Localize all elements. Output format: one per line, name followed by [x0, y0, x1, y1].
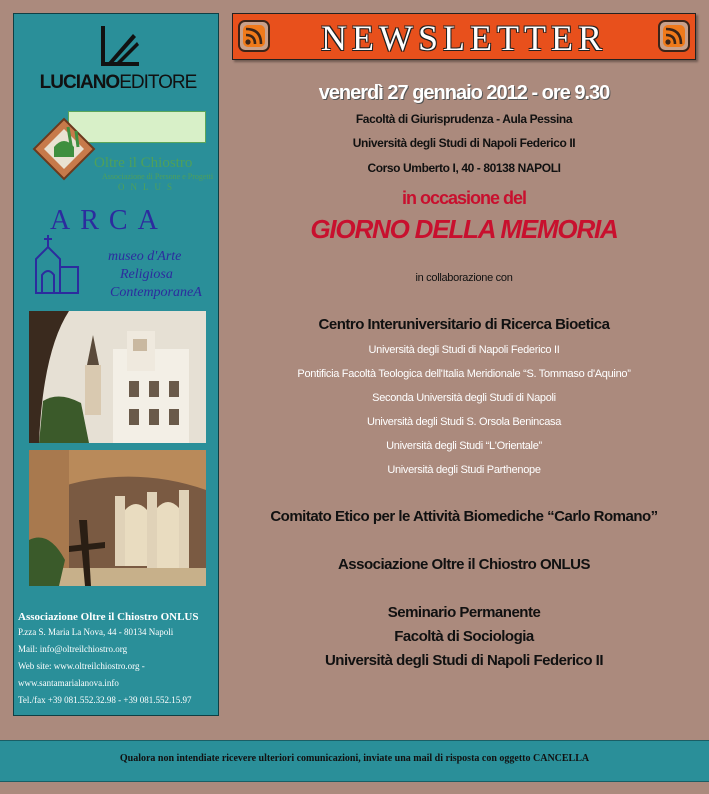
ethics-committee: Comitato Etico per le Attività Biomediche “Carlo Romano” — [270, 508, 658, 525]
contact-phone: Tel./fax +39 081.552.32.98 - +39 081.552.15.97 — [18, 695, 192, 705]
contact-block — [18, 610, 218, 709]
contact-org: Associazione Oltre il Chiostro ONLUS — [18, 611, 199, 623]
oltre-il-chiostro-logo[interactable] — [32, 109, 212, 199]
cloister-tower-photo — [29, 311, 206, 443]
seminar-faculty: Facoltà di Sociologia — [394, 628, 534, 645]
rss-icon — [663, 25, 685, 47]
cloister-arch-icon — [32, 117, 96, 181]
rss-feed-icon-right[interactable] — [658, 20, 690, 52]
footer-unsubscribe-band — [0, 740, 709, 782]
contact-web-link[interactable]: Web site: www.oltreilchiostro.org - — [18, 661, 145, 671]
logo-arca-line3: ContemporaneA — [110, 285, 202, 300]
logo-chiostro-name: Oltre il Chiostro — [94, 155, 193, 171]
logo-arca-line2: Religiosa — [120, 267, 173, 282]
event-collab-label: in collaborazione con — [415, 272, 513, 284]
sidebar — [13, 13, 219, 716]
logo-chiostro-subtitle: Associazione di Persone e Progetti — [102, 172, 214, 181]
event-place-university: Università degli Studi di Napoli Federico II — [352, 136, 576, 150]
event-title: GIORNO DELLA MEMORIA — [310, 214, 618, 244]
event-place-address: Corso Umberto I, 40 - 80138 NAPOLI — [367, 161, 561, 175]
logo-luciano-brand: LUCIANO — [39, 72, 120, 93]
seminar-university: Università degli Studi di Napoli Federico II — [324, 652, 604, 669]
contact-mail-link[interactable]: Mail: info@oltreilchiostro.org — [18, 644, 128, 654]
university-item: Università degli Studi Parthenope — [387, 464, 541, 476]
church-outline-icon — [28, 231, 86, 299]
logo-arca-title: ARCA — [50, 205, 168, 236]
research-center-name: Centro Interuniversitario di Ricerca Bioetica — [318, 316, 610, 333]
arca-museum-logo[interactable] — [28, 205, 218, 309]
luciano-mark-icon — [93, 24, 143, 68]
cloister-arcade-drawing — [29, 450, 206, 586]
cloister-arcade-photo — [29, 450, 206, 586]
newsletter-header — [232, 13, 696, 60]
contact-web2-link[interactable]: www.santamarialanova.info — [18, 678, 119, 688]
university-item: Università degli Studi S. Orsola Benincasa — [366, 416, 562, 428]
unsubscribe-notice: Qualora non intendiate ricevere ulteriori comunicazioni, inviate una mail di risposta con oggetto CANCELLA — [119, 753, 590, 764]
university-item: Seconda Università degli Studi di Napoli — [372, 392, 556, 404]
university-item: Pontificia Facoltà Teologica dell'Italia Meridionale “S. Tommaso d'Aquino” — [297, 368, 631, 380]
cloister-tower-drawing — [29, 311, 206, 443]
university-item: Università degli Studi “L'Orientale” — [386, 440, 542, 452]
event-occasion: in occasione del — [401, 188, 527, 208]
logo-chiostro-tag: ONLUS — [118, 182, 179, 192]
contact-address: P.zza S. Maria La Nova, 44 - 80134 Napoli — [18, 627, 174, 637]
association-name: Associazione Oltre il Chiostro ONLUS — [337, 556, 591, 573]
newsletter-title: NEWSLETTER — [321, 18, 607, 58]
university-item: Università degli Studi di Napoli Federico II — [368, 344, 560, 356]
luciano-editore-logo[interactable] — [28, 24, 208, 104]
logo-arca-line1: museo d'Arte — [108, 249, 182, 264]
event-place-faculty: Facoltà di Giurisprudenza - Aula Pessina — [355, 112, 573, 126]
seminar-title: Seminario Permanente — [387, 604, 541, 621]
event-date: venerdì 27 gennaio 2012 - ore 9.30 — [318, 82, 610, 104]
logo-luciano-suffix: EDITORE — [119, 72, 197, 93]
